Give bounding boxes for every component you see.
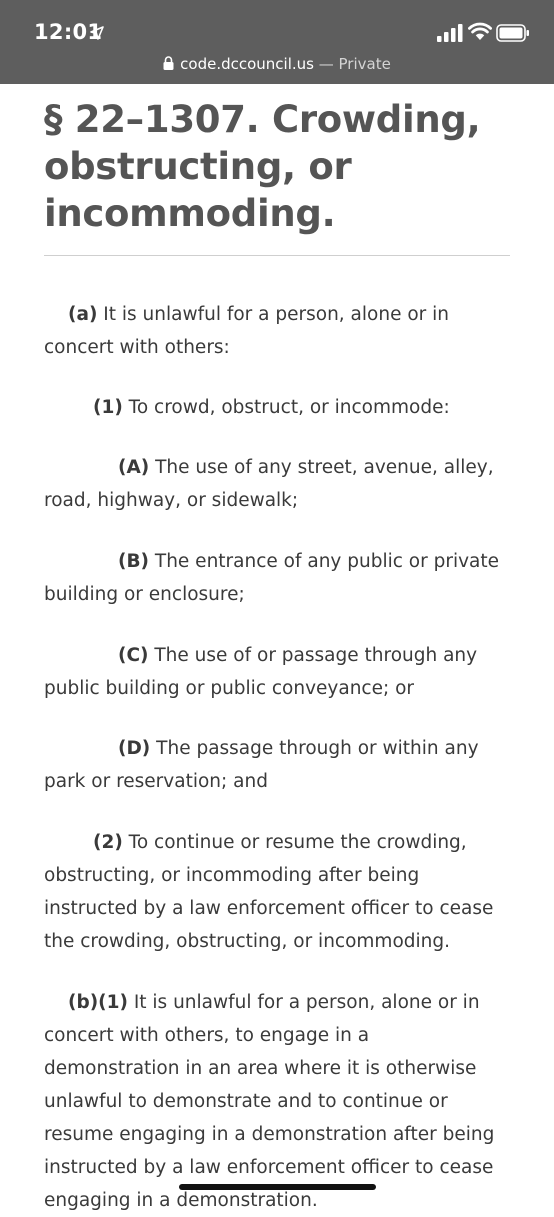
status-bar [0,0,554,84]
paragraph-a-1-A [44,451,510,517]
paragraph-a [44,298,510,364]
para-label: (B) [118,551,150,572]
paragraph-a-1 [44,391,510,424]
para-label: (a) [68,304,98,325]
para-label: (D) [118,738,151,759]
location-arrow-icon [90,26,104,40]
title-divider [44,255,510,256]
para-label: (b)(1) [68,992,128,1013]
page-content [44,84,514,1211]
para-text: The passage through or within any park or reservation; and [44,738,479,792]
home-indicator[interactable] [179,1184,376,1190]
paragraph-a-1-D [44,732,510,798]
para-label: (C) [118,645,149,666]
para-text: To continue or resume the crowding, obstructing, or incommoding after being instructed by a law enforcement officer to cease the crowding, obstructing, or incommoding. [44,832,494,952]
wifi-icon [468,22,492,42]
status-time: 12:01 [34,20,103,44]
address-bar[interactable] [0,52,554,76]
private-label: — Private [313,55,391,73]
para-text: It is unlawful for a person, alone or in concert with others: [44,304,450,358]
lock-icon [163,56,174,70]
para-label: (2) [93,832,123,853]
battery-icon [496,24,530,42]
para-text: It is unlawful for a person, alone or in concert with others, to engage in a demonstration in an area where it is otherwise unlawful to demonstrate and to continue or resume engaging in a demonstration after being instructed by a law enforcement officer to cease engaging in a demonstration. [44,992,495,1211]
para-text: To crowd, obstruct, or incommode: [122,397,450,418]
para-text: The entrance of any public or private building or enclosure; [44,551,500,605]
para-label: (1) [93,397,123,418]
page-title: § 22–1307. Crowding, obstructing, or incommoding. [44,98,481,235]
para-text: The use of any street, avenue, alley, road, highway, or sidewalk; [44,457,494,511]
paragraph-b-1 [44,986,510,1217]
signal-icon [437,24,463,42]
para-label: (A) [118,457,150,478]
paragraph-a-2 [44,826,510,958]
paragraph-a-1-B [44,545,510,611]
para-text: The use of or passage through any public building or public conveyance; or [44,645,478,699]
paragraph-a-1-C [44,639,510,705]
url-text: code.dccouncil.us [180,55,314,73]
